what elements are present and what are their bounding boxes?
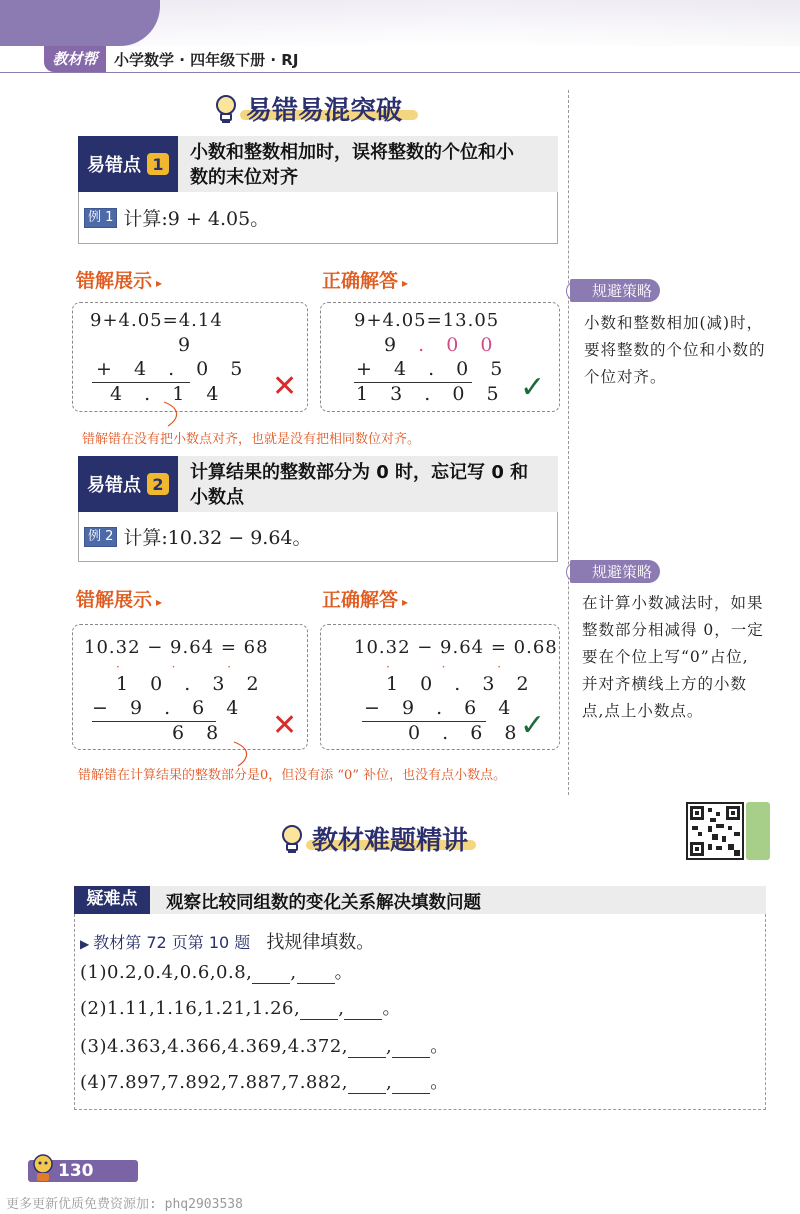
check-icon: ✓ bbox=[520, 708, 546, 743]
strategy2-tag: 规避策略 bbox=[570, 560, 660, 583]
triangle-right-icon: ▸ bbox=[156, 595, 163, 609]
question-2-text: (2)1.11,1.16,1.21,1.26, bbox=[80, 998, 301, 1019]
strategy1-line: 小数和整数相加(减)时， bbox=[584, 314, 764, 332]
example1-tag: 例 1 bbox=[84, 208, 117, 228]
borrow-dots: · · · bbox=[116, 660, 256, 674]
wrong-label-1-text: 错解展示 bbox=[76, 270, 153, 292]
section-title-1 bbox=[214, 90, 402, 127]
strategy2-line: 整数部分相减得 0，一定 bbox=[582, 621, 764, 639]
question-1-text: (1)0.2,0.4,0.6,0.8, bbox=[80, 962, 253, 983]
question-4-text: (4)7.897,7.892,7.887,7.882, bbox=[80, 1072, 349, 1093]
answer-blank[interactable] bbox=[344, 1004, 382, 1020]
difficult-title: 观察比较同组数的变化关系解决填数问题 bbox=[166, 893, 481, 913]
error2-note: 错解错在计算结果的整数部分是0，但没有添 “0” 补位，也没有点小数点。 bbox=[78, 768, 507, 783]
question-end: 。 bbox=[334, 962, 354, 983]
section-title-text: 易错易混突破 bbox=[246, 96, 403, 126]
wrong-vertical-1-row3: 4 . 1 4 bbox=[110, 383, 227, 405]
answer-blank[interactable] bbox=[348, 1042, 386, 1058]
example2-tag: 例 2 bbox=[84, 527, 117, 547]
column-divider bbox=[568, 90, 569, 795]
wrong-label-2 bbox=[76, 585, 162, 612]
strategy2-tag-wrap bbox=[566, 560, 660, 583]
strategy1-line: 要将整数的个位和小数的 bbox=[584, 341, 766, 359]
triangle-right-icon: ▸ bbox=[402, 276, 409, 290]
error1-title bbox=[190, 140, 560, 190]
example1 bbox=[84, 204, 269, 231]
page-number: 130 bbox=[58, 1161, 94, 1181]
triangle-right-icon: ▶ bbox=[80, 936, 90, 951]
answer-blank[interactable] bbox=[252, 968, 290, 984]
error2-title bbox=[190, 460, 560, 510]
strategy1-text bbox=[584, 310, 794, 391]
header-divider bbox=[0, 72, 800, 73]
right-vertical-1-zeros: . 0 0 bbox=[418, 334, 501, 356]
right-vertical-1-row2: + 4 . 0 5 bbox=[356, 358, 511, 380]
question-end: 。 bbox=[382, 998, 401, 1019]
textbook-ref bbox=[80, 930, 250, 953]
question-3-text: (3)4.363,4.366,4.369,4.372, bbox=[80, 1036, 349, 1057]
right-vertical-2-row1: 1 0 . 3 2 bbox=[386, 673, 537, 695]
right-label-2 bbox=[322, 585, 408, 612]
error1-head bbox=[78, 136, 178, 192]
wrong-equation-1: 9+4.05=4.14 bbox=[90, 310, 223, 331]
textbook-ref-text: 教材第 72 页第 10 题 bbox=[93, 932, 251, 952]
difficult-task: 找规律填数。 bbox=[266, 932, 375, 953]
qr-side-tab bbox=[746, 802, 770, 860]
curve-arrow-icon bbox=[160, 400, 190, 430]
error1-note: 错解错在没有把小数点对齐，也就是没有把相同数位对齐。 bbox=[82, 432, 421, 447]
header-purple-corner bbox=[0, 0, 160, 46]
right-label-1 bbox=[322, 266, 408, 293]
section2-title-text: 教材难题精讲 bbox=[312, 826, 469, 856]
answer-blank[interactable] bbox=[392, 1042, 430, 1058]
brand-tab: 教材帮 bbox=[44, 46, 106, 72]
lightbulb-icon bbox=[280, 823, 304, 855]
book-title: 小学数学 · 四年级下册 · RJ bbox=[114, 51, 299, 69]
answer-blank[interactable] bbox=[297, 968, 335, 984]
wrong-vertical-2-row3: 6 8 bbox=[172, 722, 227, 744]
difficult-ref-row bbox=[80, 928, 374, 954]
error1-title-line2: 数的末位对齐 bbox=[190, 167, 298, 188]
answer-blank[interactable] bbox=[392, 1078, 430, 1094]
right-equation-2: 10.32 − 9.64 = 0.68 bbox=[354, 637, 558, 658]
qr-code-icon[interactable] bbox=[686, 802, 744, 860]
wrong-vertical-2-row1: 1 0 . 3 2 bbox=[116, 673, 267, 695]
strategy2-text bbox=[582, 590, 794, 725]
question-2: (2)1.11,1.16,1.21,1.26, , 。 bbox=[80, 998, 401, 1019]
error2-title-line2: 小数点 bbox=[190, 487, 244, 508]
mascot-icon bbox=[30, 1152, 56, 1182]
wrong-vertical-2-row2: − 9 . 6 4 bbox=[92, 697, 247, 719]
triangle-right-icon: ▸ bbox=[156, 276, 163, 290]
check-icon: ✓ bbox=[520, 370, 546, 405]
wrong-label-2-text: 错解展示 bbox=[76, 589, 153, 611]
right-equation-1: 9+4.05=13.05 bbox=[354, 310, 500, 331]
strategy2-line: 点,点上小数点。 bbox=[582, 702, 704, 720]
difficult-label: 疑难点 bbox=[74, 886, 150, 914]
right-label-2-text: 正确解答 bbox=[322, 589, 399, 611]
error2-number: 2 bbox=[147, 473, 169, 495]
triangle-right-icon: ▸ bbox=[402, 595, 409, 609]
right-vertical-2-row3: 0 . 6 8 bbox=[408, 722, 525, 744]
error2-label: 易错点 bbox=[87, 475, 141, 496]
answer-blank[interactable] bbox=[348, 1078, 386, 1094]
strategy1-line: 个位对齐。 bbox=[584, 368, 667, 386]
wrong-x-icon: ✕ bbox=[272, 369, 298, 404]
right-vertical-1-int: 9 bbox=[384, 334, 405, 356]
error1-label: 易错点 bbox=[87, 155, 141, 176]
watermark-text: 更多更新优质免费资源加: phq2903538 bbox=[6, 1197, 243, 1212]
error1-number: 1 bbox=[147, 153, 169, 175]
question-1: (1)0.2,0.4,0.6,0.8, , 。 bbox=[80, 962, 354, 983]
right-vertical-1-row3: 1 3 . 0 5 bbox=[356, 383, 507, 405]
borrow-dots: · · · bbox=[386, 660, 526, 674]
wrong-equation-2: 10.32 − 9.64 = 68 bbox=[84, 637, 269, 658]
wrong-vertical-1-row2: + 4 . 0 5 bbox=[96, 358, 251, 380]
strategy2-line: 要在个位上写“0”占位, bbox=[582, 648, 749, 666]
question-3: (3)4.363,4.366,4.369,4.372, , 。 bbox=[80, 1036, 449, 1057]
section-title-2 bbox=[280, 820, 468, 857]
wrong-vertical-1-row1: 9 bbox=[178, 334, 199, 356]
wrong-x-icon: ✕ bbox=[272, 708, 298, 743]
right-label-1-text: 正确解答 bbox=[322, 270, 399, 292]
error1-title-line1: 小数和整数相加时，误将整数的个位和小 bbox=[190, 142, 514, 163]
right-vertical-1-row1 bbox=[384, 334, 500, 356]
strategy2-line: 在计算小数减法时，如果 bbox=[582, 594, 764, 612]
strategy1-tag-wrap bbox=[566, 279, 660, 302]
question-4: (4)7.897,7.892,7.887,7.882, , 。 bbox=[80, 1072, 449, 1093]
strategy1-tag: 规避策略 bbox=[570, 279, 660, 302]
question-end: 。 bbox=[430, 1072, 449, 1093]
error2-head bbox=[78, 456, 178, 512]
answer-blank[interactable] bbox=[300, 1004, 338, 1020]
header-shade bbox=[140, 0, 800, 46]
question-end: 。 bbox=[430, 1036, 449, 1057]
example2-text: 计算:10.32 − 9.64。 bbox=[123, 527, 312, 549]
right-vertical-2-row2: − 9 . 6 4 bbox=[364, 697, 519, 719]
error2-title-line1: 计算结果的整数部分为 0 时，忘记写 0 和 bbox=[190, 462, 529, 483]
example1-text: 计算:9 + 4.05。 bbox=[123, 208, 270, 230]
lightbulb-icon bbox=[214, 93, 238, 125]
wrong-label-1 bbox=[76, 266, 162, 293]
strategy2-line: 并对齐横线上方的小数 bbox=[582, 675, 748, 693]
example2 bbox=[84, 523, 312, 550]
